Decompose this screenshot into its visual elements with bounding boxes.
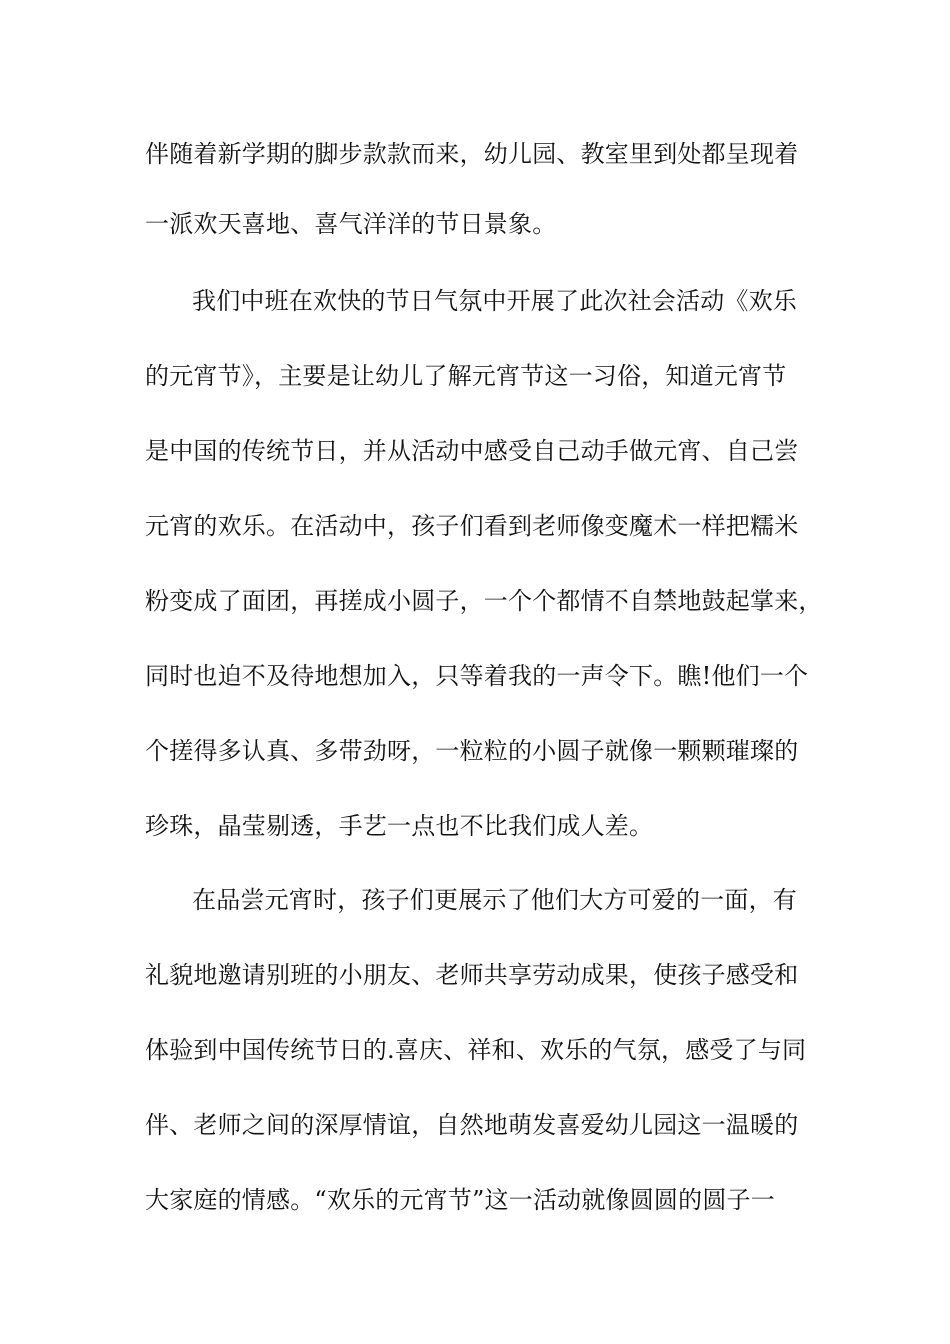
text-line: 珍珠，晶莹剔透，手艺一点也不比我们成人差。 <box>145 812 654 840</box>
text-line: 礼貌地邀请别班的小朋友、老师共享劳动成果，使孩子感受和 <box>145 961 799 989</box>
text-line: 个搓得多认真、多带劲呀，一粒粒的小圆子就像一颗颗璀璨的 <box>145 737 799 765</box>
text-line: 粉变成了面团，再搓成小圆子，一个个都情不自禁地鼓起掌来， <box>145 587 823 615</box>
paragraph-start-line: 在品尝元宵时，孩子们更展示了他们大方可爱的一面，有 <box>192 886 797 914</box>
text-line: 体验到中国传统节日的.喜庆、祥和、欢乐的气氛，感受了与同 <box>145 1036 807 1064</box>
text-line: 同时也迫不及待地想加入，只等着我的一声令下。瞧!他们一个 <box>145 662 809 690</box>
text-line: 元宵的欢乐。在活动中，孩子们看到老师像变魔术一样把糯米 <box>145 512 799 540</box>
text-line: 伴、老师之间的深厚情谊，自然地萌发喜爱幼儿园这一温暖的 <box>145 1111 799 1139</box>
text-line: 伴随着新学期的脚步款款而来，幼儿园、教室里到处都呈现着 <box>145 140 799 168</box>
text-line: 是中国的传统节日，并从活动中感受自己动手做元宵、自己尝 <box>145 437 799 465</box>
text-line: 一派欢天喜地、喜气洋洋的节日景象。 <box>145 210 557 238</box>
text-line: 的元宵节》，主要是让幼儿了解元宵节这一习俗，知道元宵节 <box>145 362 787 390</box>
paragraph-start-line: 我们中班在欢快的节日气氛中开展了此次社会活动《欢乐 <box>192 287 797 315</box>
text-line: 大家庭的情感。“欢乐的元宵节”这一活动就像圆圆的圆子一 <box>145 1186 775 1214</box>
